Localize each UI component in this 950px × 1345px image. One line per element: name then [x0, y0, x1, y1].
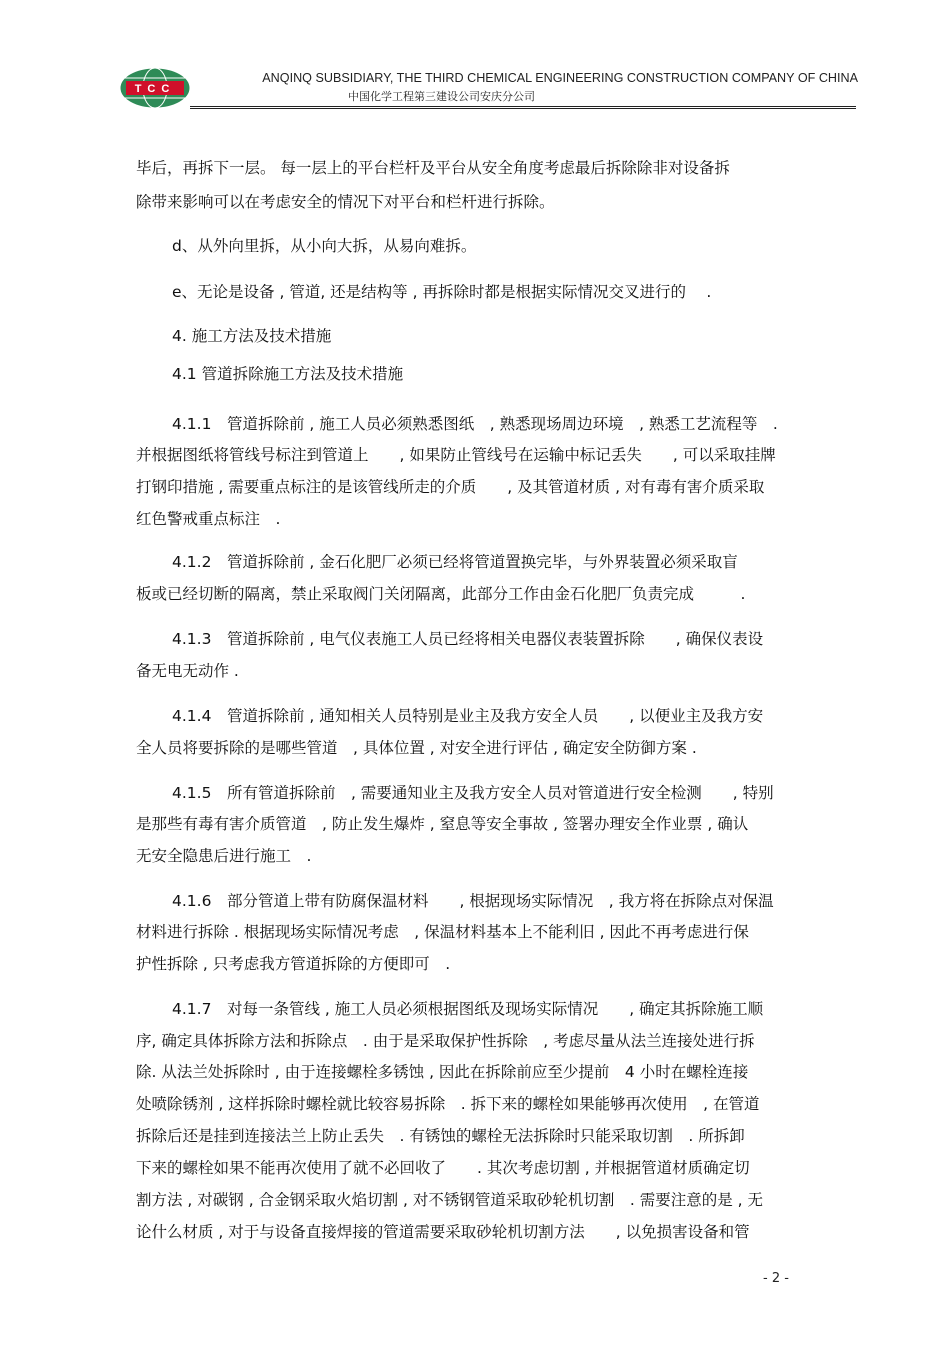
text-line: 备无电无动作 .: [136, 662, 239, 680]
page-number: - 2 -: [763, 1271, 789, 1286]
text-line: 4.1.5 所有管道拆除前 , 需要通知业主及我方安全人员对管道进行安全检测 , 特别: [172, 784, 774, 802]
text-line: 割方法 , 对碳钢 , 合金钢采取火焰切割 , 对不锈钢管道采取砂轮机切割 . 需要注意的是 , 无: [136, 1191, 763, 1209]
header-rule: [190, 106, 856, 107]
text-line: 4.1.1 管道拆除前 , 施工人员必须熟悉图纸 , 熟悉现场周边环境 , 熟悉工艺流程等 .: [172, 415, 778, 433]
svg-text:TCC: TCC: [134, 83, 176, 95]
list-item-d: d、从外向里拆，从小向大拆，从易向难拆。: [172, 237, 477, 255]
text-line: 拆除后还是挂到连接法兰上防止丢失 . 有锈蚀的螺栓无法拆除时只能采取切割 . 所拆卸: [136, 1127, 745, 1145]
company-logo: [118, 66, 192, 110]
text-line: 是那些有毒有害介质管道 , 防止发生爆炸 , 窒息等安全事故 , 签署办理安全作业票 , 确认: [136, 815, 749, 833]
text-line: 4.1.2 管道拆除前 , 金石化肥厂必须已经将管道置换完毕，与外界装置必须采取盲: [172, 553, 738, 571]
text-line: 论什么材质 , 对于与设备直接焊接的管道需要采取砂轮机切割方法 , 以免损害设备和管: [136, 1223, 750, 1241]
text-line: 4.1.4 管道拆除前 , 通知相关人员特别是业主及我方安全人员 , 以便业主及我方安: [172, 707, 764, 725]
text-line: 序, 确定具体拆除方法和拆除点 . 由于是采取保护性拆除 , 考虑尽量从法兰连接处进行拆: [136, 1032, 755, 1050]
text-line: 处喷除锈剂 , 这样拆除时螺栓就比较容易拆除 . 拆下来的螺栓如果能够再次使用 , 在管道: [136, 1095, 760, 1113]
text-line: 除. 从法兰处拆除时 , 由于连接螺栓多锈蚀 , 因此在拆除前应至少提前 4 小时在螺栓连接: [136, 1063, 749, 1081]
text-line: 打钢印措施 , 需要重点标注的是该管线所走的介质 , 及其管道材质 , 对有毒有害介质采取: [136, 478, 765, 496]
text-line: 护性拆除 , 只考虑我方管道拆除的方便即可 .: [136, 955, 451, 973]
text-line: 下来的螺栓如果不能再次使用了就不必回收了 . 其次考虑切割 , 并根据管道材质确定切: [136, 1159, 750, 1177]
text-line: 除带来影响可以在考虑安全的情况下对平台和栏杆进行拆除。: [136, 193, 555, 211]
text-line: 无安全隐患后进行施工 .: [136, 847, 312, 865]
text-line: 板或已经切断的隔离，禁止采取阀门关闭隔离，此部分工作由金石化肥厂负责完成 .: [136, 585, 746, 603]
header-title-en: ANQINQ SUBSIDIARY, THE THIRD CHEMICAL ENGINEERING CONSTRUCTION COMPANY OF CHINA: [262, 71, 858, 85]
text-line: 毕后，再拆下一层。 每一层上的平台栏杆及平台从安全角度考虑最后拆除除非对设备拆: [136, 159, 730, 177]
text-line: 红色警戒重点标注 .: [136, 510, 281, 528]
subsection-heading: 4.1 管道拆除施工方法及技术措施: [172, 365, 404, 383]
list-item-e: e、无论是设备 , 管道, 还是结构等 , 再拆除时都是根据实际情况交叉进行的 .: [172, 283, 712, 301]
text-line: 4.1.3 管道拆除前 , 电气仪表施工人员已经将相关电器仪表装置拆除 , 确保仪表设: [172, 630, 764, 648]
text-line: 材料进行拆除 . 根据现场实际情况考虑 , 保温材料基本上不能利旧 , 因此不再考虑进行保: [136, 923, 749, 941]
text-line: 4.1.6 部分管道上带有防腐保温材料 , 根据现场实际情况 , 我方将在拆除点对保温: [172, 892, 774, 910]
section-heading: 4. 施工方法及技术措施: [172, 327, 332, 345]
text-line: 4.1.7 对每一条管线 , 施工人员必须根据图纸及现场实际情况 , 确定其拆除施工顺: [172, 1000, 764, 1018]
header-rule: [190, 108, 856, 109]
header-title-cn: 中国化学工程第三建设公司安庆分公司: [348, 90, 535, 103]
text-line: 并根据图纸将管线号标注到管道上 , 如果防止管线号在运输中标记丢失 , 可以采取挂牌: [136, 446, 776, 464]
text-line: 全人员将要拆除的是哪些管道 , 具体位置 , 对安全进行评估 , 确定安全防御方案 .: [136, 739, 697, 757]
